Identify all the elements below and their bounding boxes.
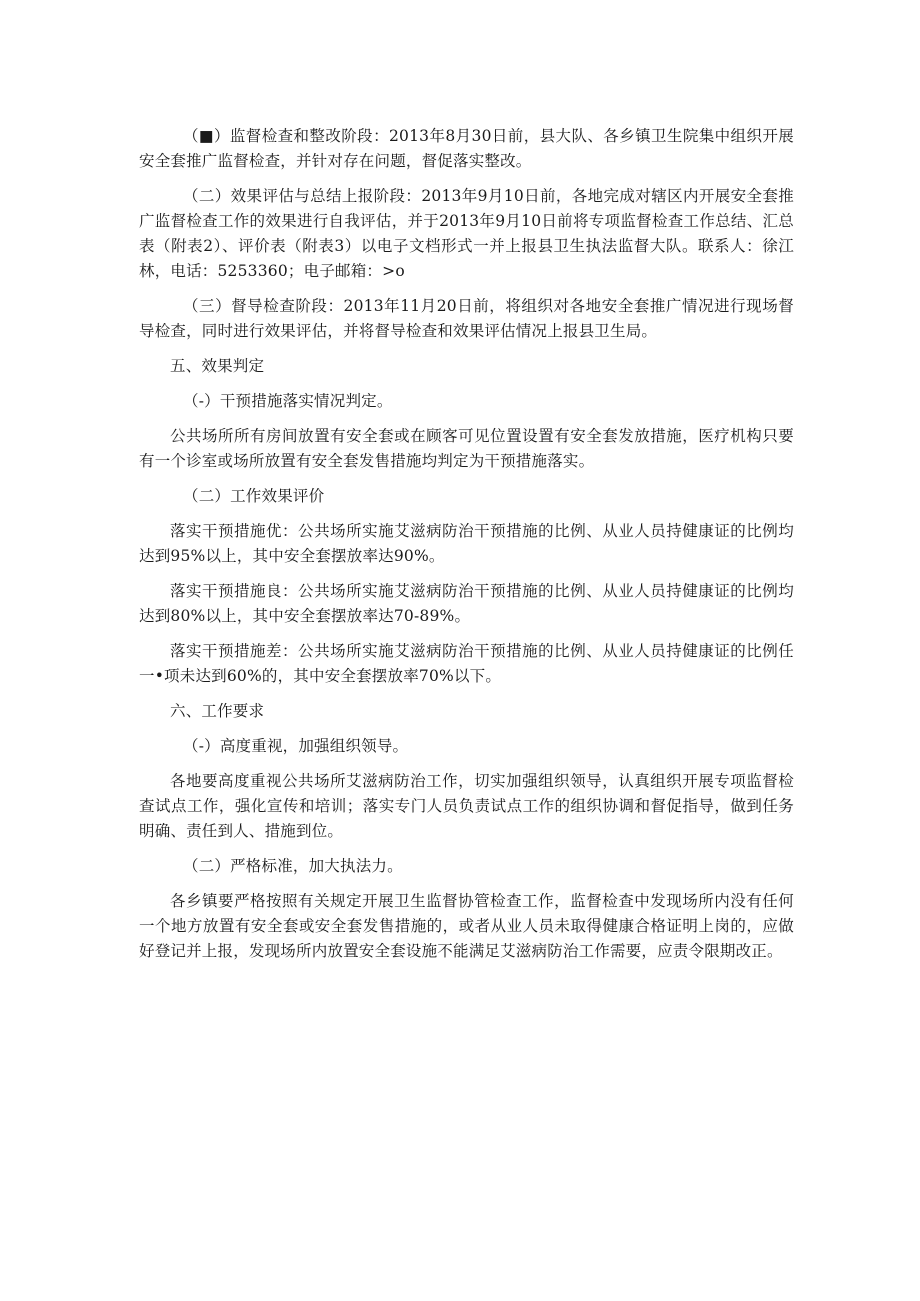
subheading-high-attention: （-）高度重视，加强组织领导。 (183, 737, 409, 755)
paragraph-enforcement: 各乡镇要严格按照有关规定开展卫生监督协管检查工作，监督检查中发现场所内没有任何一个地方放置有安全套或安全套发售措施的，或者从业人员未取得健康合格证明上岗的，应做好登记并上报，发现场所内放置安全套设施不能满足艾滋病防治工作需要，应责令限期改正。 (139, 892, 794, 960)
document-body (139, 124, 794, 964)
subheading-work-effect-evaluation: （二）工作效果评价 (183, 487, 325, 505)
paragraph-rating-poor: 落实干预措施差：公共场所实施艾滋病防治干预措施的比例、从业人员持健康证的比例任一•项未达到60%的，其中安全套摆放率70%以下。 (139, 642, 794, 685)
paragraph-rating-good: 落实干预措施良：公共场所实施艾滋病防治干预措施的比例、从业人员持健康证的比例均达到80%以上，其中安全套摆放率达70-89%。 (139, 582, 794, 625)
paragraph-intervention-criteria: 公共场所所有房间放置有安全套或在顾客可见位置设置有安全套发放措施，医疗机构只要有一个诊室或场所放置有安全套发售措施均判定为干预措施落实。 (139, 427, 794, 470)
paragraph-inspection-rectification-stage: （■）监督检查和整改阶段：2013年8月30日前，县大队、各乡镇卫生院集中组织开展安全套推广监督检查，并针对存在问题，督促落实整改。 (139, 127, 794, 170)
section-heading-effect-judgement: 五、效果判定 (170, 357, 265, 375)
subheading-intervention-judgement: （-）干预措施落实情况判定。 (183, 392, 393, 410)
section-heading-work-requirements: 六、工作要求 (170, 702, 265, 720)
paragraph-evaluation-report-stage: （二）效果评估与总结上报阶段：2013年9月10日前，各地完成对辖区内开展安全套推广监督检查工作的效果进行自我评估，并于2013年9月10日前将专项监督检查工作总结、汇总表（附表2）、评价表（附表3）以电子文档形式一并上报县卫生执法监督大队。联系人：徐江林，电话：5253360；电子邮箱：>o (139, 187, 794, 280)
paragraph-organization-leadership: 各地要高度重视公共场所艾滋病防治工作，切实加强组织领导，认真组织开展专项监督检查试点工作，强化宣传和培训；落实专门人员负责试点工作的组织协调和督促指导，做到任务明确、责任到人、措施到位。 (139, 772, 794, 840)
paragraph-rating-excellent: 落实干预措施优：公共场所实施艾滋病防治干预措施的比例、从业人员持健康证的比例均达到95%以上，其中安全套摆放率达90%。 (139, 522, 794, 565)
subheading-strict-standards: （二）严格标准，加大执法力。 (183, 857, 403, 875)
paragraph-supervision-stage: （三）督导检查阶段：2013年11月20日前，将组织对各地安全套推广情况进行现场督导检查，同时进行效果评估，并将督导检查和效果评估情况上报县卫生局。 (139, 297, 794, 340)
